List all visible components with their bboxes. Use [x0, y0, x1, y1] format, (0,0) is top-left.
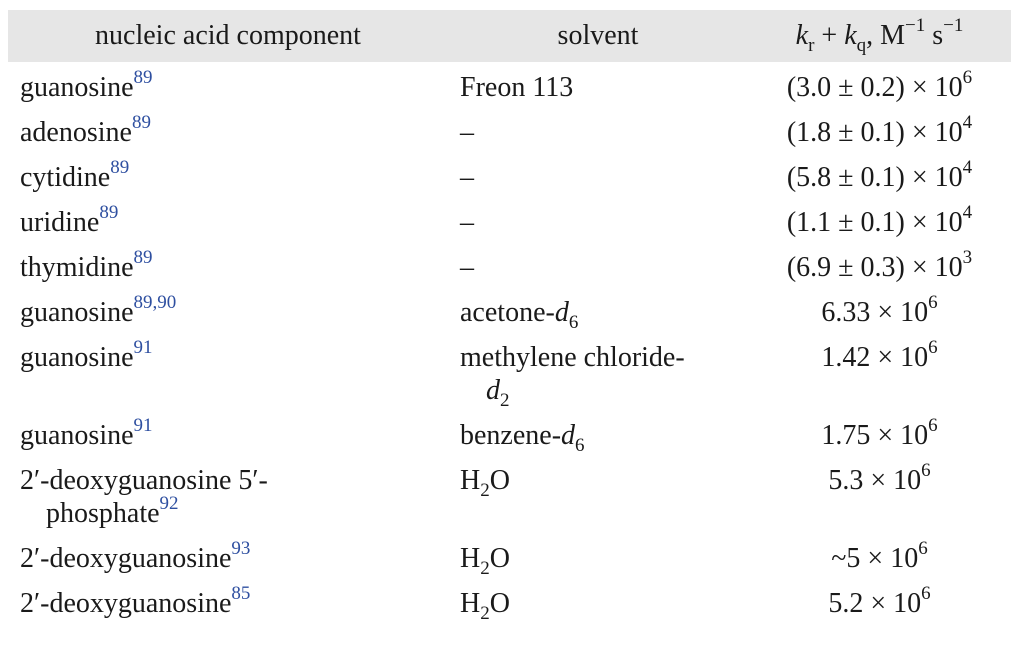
header-component: nucleic acid component [95, 20, 361, 51]
reference-link[interactable]: 89 [133, 247, 153, 268]
rate-value: 6.33 × 10 [821, 297, 929, 328]
table-body [8, 62, 1011, 625]
table-row [8, 109, 1011, 154]
solvent-subscript: 2 [480, 603, 490, 624]
header-rate-q: q [856, 35, 867, 56]
component-name: uridine [20, 207, 100, 238]
solvent-name: – [460, 252, 474, 283]
header-rate-m-exp: −1 [905, 15, 926, 36]
solvent-wrap [460, 374, 748, 411]
component-name: 2′-deoxyguanosine [20, 588, 232, 619]
cell-component [8, 580, 448, 625]
cell-component [8, 154, 448, 199]
rate-constant-table [8, 10, 1011, 625]
cell-rate [748, 244, 1011, 289]
rate-exponent: 6 [962, 67, 973, 88]
header-rate [748, 10, 1011, 62]
cell-solvent [448, 62, 748, 109]
component-name-line2: phosphate [46, 498, 160, 529]
table-row [8, 62, 1011, 109]
component-name-line1: 2′-deoxyguanosine 5′- [20, 465, 268, 496]
reference-link[interactable]: 93 [231, 538, 251, 559]
component-name: thymidine [20, 252, 134, 283]
rate-value: (3.0 ± 0.2) × 10 [786, 72, 963, 103]
solvent-subscript: 6 [568, 312, 579, 333]
component-name: adenosine [20, 117, 132, 148]
table-row [8, 289, 1011, 334]
component-name: guanosine [20, 72, 134, 103]
cell-rate [748, 199, 1011, 244]
solvent-name: – [460, 117, 474, 148]
rate-exponent: 6 [921, 583, 931, 604]
component-name: guanosine [20, 297, 134, 328]
rate-exponent: 6 [921, 460, 931, 481]
header-rate-plus: + [814, 20, 845, 51]
component-name: guanosine [20, 342, 134, 373]
reference-link[interactable]: 89 [110, 157, 130, 178]
cell-rate [748, 154, 1011, 199]
cell-component [8, 289, 448, 334]
cell-solvent [448, 580, 748, 625]
solvent-subscript: 2 [480, 480, 490, 501]
solvent-name: methylene chloride- [460, 342, 685, 373]
rate-exponent: 4 [962, 202, 973, 223]
cell-solvent [448, 289, 748, 334]
solvent-name-post: O [489, 543, 510, 574]
cell-rate [748, 457, 1011, 535]
rate-value: 1.42 × 10 [821, 342, 929, 373]
solvent-deuterium: d [554, 297, 569, 328]
table-row [8, 535, 1011, 580]
cell-component [8, 244, 448, 289]
cell-rate [748, 412, 1011, 457]
header-rate-k2: k [844, 20, 857, 51]
reference-link[interactable]: 89,90 [133, 292, 177, 313]
rate-value: (1.8 ± 0.1) × 10 [786, 117, 963, 148]
cell-component [8, 62, 448, 109]
cell-solvent [448, 457, 748, 535]
rate-value: (5.8 ± 0.1) × 10 [786, 162, 963, 193]
solvent-name: benzene- [460, 420, 562, 451]
rate-value: ~5 × 10 [831, 543, 919, 574]
cell-rate [748, 535, 1011, 580]
cell-rate [748, 62, 1011, 109]
rate-value: 5.2 × 10 [828, 588, 922, 619]
rate-exponent: 6 [928, 415, 938, 436]
rate-exponent: 4 [962, 112, 973, 133]
header-row [8, 10, 1011, 62]
cell-solvent [448, 535, 748, 580]
solvent-subscript: 6 [575, 435, 585, 456]
table-row [8, 199, 1011, 244]
rate-exponent: 6 [928, 292, 938, 313]
rate-constant-table-container [0, 10, 1015, 657]
component-name: 2′-deoxyguanosine [20, 543, 232, 574]
rate-exponent: 6 [928, 337, 938, 358]
reference-link[interactable]: 89 [131, 112, 151, 133]
solvent-name: acetone- [460, 297, 555, 328]
solvent-deuterium: d [561, 420, 576, 451]
solvent-subscript: 2 [480, 558, 490, 579]
cell-solvent [448, 199, 748, 244]
table-row [8, 334, 1011, 412]
solvent-name-post: O [489, 465, 510, 496]
solvent-name: H [460, 543, 481, 574]
cell-solvent [448, 412, 748, 457]
cell-solvent [448, 154, 748, 199]
cell-rate [748, 109, 1011, 154]
table-header [8, 10, 1011, 62]
cell-component [8, 412, 448, 457]
reference-link[interactable]: 89 [99, 202, 119, 223]
rate-value: 5.3 × 10 [828, 465, 922, 496]
cell-component [8, 199, 448, 244]
header-rate-unit-m: , M [866, 20, 906, 51]
component-wrap [20, 493, 448, 530]
reference-link[interactable]: 91 [133, 415, 153, 436]
cell-component [8, 457, 448, 535]
rate-value: 1.75 × 10 [821, 420, 929, 451]
rate-value: (6.9 ± 0.3) × 10 [786, 252, 963, 283]
solvent-name: H [460, 465, 481, 496]
reference-link[interactable]: 85 [231, 583, 251, 604]
cell-component [8, 535, 448, 580]
solvent-subscript: 2 [500, 390, 510, 411]
rate-exponent: 6 [918, 538, 928, 559]
solvent-name: Freon 113 [460, 72, 574, 103]
component-name: cytidine [20, 162, 111, 193]
cell-solvent [448, 334, 748, 412]
cell-rate [748, 334, 1011, 412]
component-name: guanosine [20, 420, 134, 451]
rate-exponent: 4 [962, 157, 973, 178]
solvent-name-post: O [489, 588, 510, 619]
header-rate-unit-s: s [925, 20, 944, 51]
table-row [8, 580, 1011, 625]
header-rate-k1: k [795, 20, 809, 51]
solvent-name: – [460, 162, 474, 193]
table-row [8, 457, 1011, 535]
rate-value: (1.1 ± 0.1) × 10 [786, 207, 963, 238]
reference-link[interactable]: 92 [159, 493, 179, 514]
solvent-deuterium: d [486, 375, 500, 406]
table-row [8, 412, 1011, 457]
cell-component [8, 109, 448, 154]
cell-solvent [448, 109, 748, 154]
table-row [8, 244, 1011, 289]
cell-rate [748, 580, 1011, 625]
cell-rate [748, 289, 1011, 334]
rate-exponent: 3 [962, 247, 973, 268]
reference-link[interactable]: 89 [133, 67, 153, 88]
header-solvent: solvent [557, 20, 639, 51]
cell-component [8, 334, 448, 412]
table-row [8, 154, 1011, 199]
cell-solvent [448, 244, 748, 289]
solvent-name: H [460, 588, 481, 619]
header-rate-r: r [808, 35, 815, 56]
solvent-name: – [460, 207, 474, 238]
header-rate-s-exp: −1 [943, 15, 964, 36]
reference-link[interactable]: 91 [133, 337, 153, 358]
